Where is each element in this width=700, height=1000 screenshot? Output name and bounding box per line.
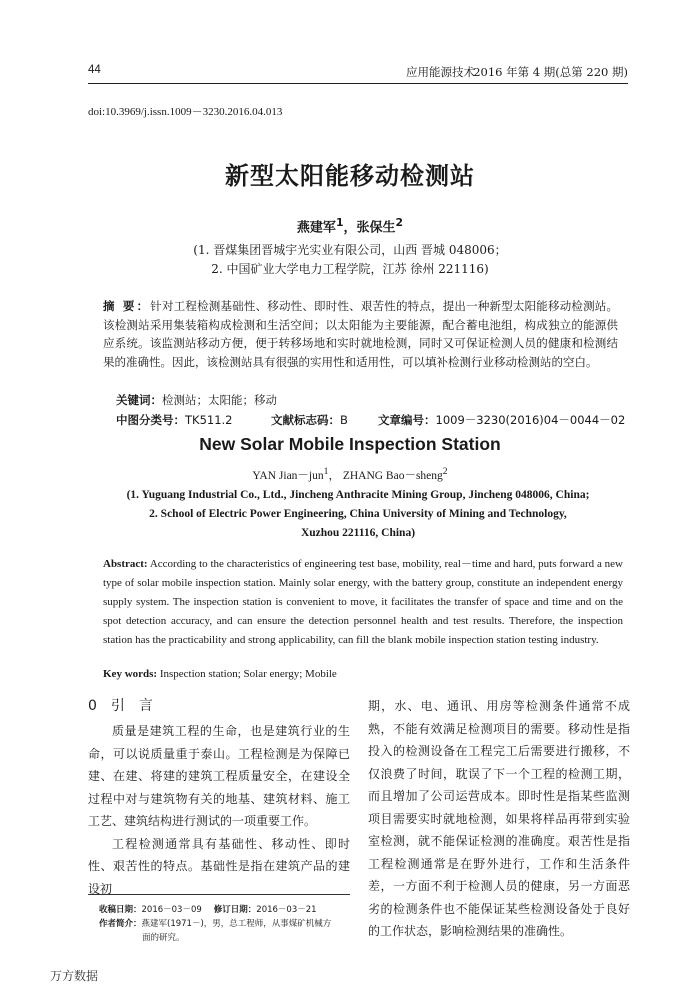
- clc-label: 中图分类号：: [116, 413, 185, 427]
- section-heading: [88, 695, 167, 715]
- page-number: 44: [88, 64, 101, 76]
- abstract-en-label: Abstract:: [103, 558, 148, 570]
- affiliation-cn-1: (1. 晋煤集团晋城宇光实业有限公司，山西 晋城 048006；: [193, 243, 507, 257]
- abstract-chinese: [103, 297, 618, 371]
- affiliation-cn-2: 2. 中国矿业大学电力工程学院，江苏 徐州 221116): [211, 262, 489, 276]
- bio-label: 作者简介：: [99, 919, 142, 929]
- article-no-value: 1009－3230(2016)04－0044－02: [435, 413, 626, 427]
- affiliation-en-3: Xuzhou 221116, China): [300, 527, 416, 539]
- paragraph: 期，水、电、通讯、用房等检测条件通常不成熟，不能有效满足检测项目的需要。移动性是指投入的检测设备在工程完工后需要进行搬移，不仅浪费了时间，耽误了下一个工程的检测工期，而且增加了公司运营成本。即时性是指某些监测项目需要实时就地检测，如果将样品再带到实验室检测，就不能保证检测的准确度。艰苦性是指工程检测通常是在野外进行，工作和生活条件差，一方面不利于检测人员的健康，另一方面恶劣的检测条件也不能保证某些检测设备处于良好的工作状态，影响检测结果的准确性。: [368, 699, 630, 938]
- title-english: New Solar Mobile Inspection Station: [199, 434, 501, 454]
- keywords-en-text: Inspection station; Solar energy; Mobile: [159, 668, 337, 680]
- author-en-2: ZHANG Bao－sheng: [342, 469, 443, 482]
- body-column-right: [368, 695, 630, 943]
- article-no-label: 文章编号：: [378, 413, 436, 427]
- footnote-rule: [88, 894, 350, 895]
- affiliations-chinese: [0, 241, 700, 279]
- clc-value: TK511.2: [185, 413, 233, 427]
- author-2-sup: 2: [395, 216, 404, 229]
- author-en-2-sup: 2: [442, 466, 448, 477]
- journal-name: 应用能源技术: [406, 65, 475, 79]
- body-column-left: [88, 720, 350, 900]
- keywords-chinese: [116, 392, 277, 408]
- doc-code-label: 文献标志码：: [271, 413, 340, 427]
- abstract-en-text: According to the characteristics of engineering test base, mobility, real－time and hard, puts forward a new type of solar mobile inspection station. Mainly solar energy, with the battery group, constitute an independent energy supply system. The inspection station is convenient to move, it facilitates the transfer of space and time and on the spot detection accuracy, and can ensure the detection personnel health and test results. Therefore, the inspection station has the practicability and strong applicability, can fill the blank mobile inspection station testing industry.: [103, 558, 623, 646]
- author-en-sep: ，: [328, 469, 343, 482]
- keywords-cn-label: 关键词：: [116, 393, 162, 407]
- author-1: 燕建军: [296, 220, 336, 236]
- keywords-cn-text: 检测站；太阳能；移动: [162, 393, 277, 407]
- author-2: 张保生: [356, 220, 396, 236]
- doc-code-value: B: [340, 413, 348, 427]
- watermark: 万方数据: [50, 969, 99, 983]
- received-label: 收稿日期：: [99, 905, 142, 915]
- abstract-english: [103, 555, 623, 650]
- title-chinese: 新型太阳能移动检测站: [225, 162, 475, 190]
- author-en-1-sup: 1: [323, 466, 329, 477]
- header-rule: [88, 83, 628, 84]
- running-header: [88, 64, 628, 80]
- keywords-english: [103, 668, 337, 680]
- authors-chinese: [0, 216, 700, 235]
- issue-info: 2016 年第 4 期(总第 220 期): [473, 65, 628, 79]
- abstract-cn-text: 针对工程检测基础性、移动性、即时性、艰苦性的特点，提出一种新型太阳能移动检测站。该检测站采用集装箱构成检测和生活空间；以太阳能为主要能源，配合蓄电池组，构成独立的能源供应系统。该监测站移动方便，便于转移场地和实时就地检测，同时又可保证检测人员的健康和检测结果的准确性。因此，该检测站具有很强的实用性和适用性，可以填补检测行业移动检测站的空白。: [103, 299, 618, 369]
- received-date: 2016－03－09: [141, 905, 202, 915]
- authors-english: [0, 466, 700, 483]
- paragraph: 工程检测通常具有基础性、移动性、即时性、艰苦性的特点。基础性是指在建筑产品的建设初: [88, 836, 350, 896]
- revised-label: 修订日期：: [213, 905, 257, 915]
- keywords-en-label: Key words:: [103, 668, 158, 680]
- section-number: 0: [88, 698, 97, 714]
- author-sep: ，: [343, 220, 357, 236]
- affiliation-en-1: (1. Yuguang Industrial Co., Ltd., Jincheng Anthracite Mining Group, Jincheng 048006, China;: [126, 489, 590, 501]
- paragraph: 质量是建筑工程的生命，也是建筑行业的生命，可以说质量重于泰山。工程检测是为保障已建、在建、将建的建筑工程质量安全，在建设全过程中对与建筑物有关的地基、建筑材料、施工工艺、建筑结构进行测试的一项重要工作。: [88, 724, 350, 828]
- author-en-1: YAN Jian－jun: [252, 469, 324, 482]
- section-title: 引言: [110, 698, 167, 714]
- author-1-sup: 1: [335, 216, 344, 229]
- revised-date: 2016－03－21: [256, 905, 317, 915]
- footnote: [99, 903, 354, 945]
- doi: doi:10.3969/j.issn.1009－3230.2016.04.013: [88, 106, 283, 118]
- abstract-cn-label: 摘 要：: [103, 299, 151, 313]
- bio-text-cont: 面的研究。: [142, 933, 185, 943]
- affiliation-en-2: 2. School of Electric Power Engineering, China University of Mining and Technology,: [149, 508, 567, 520]
- bio-text: 燕建军(1971－)，男，总工程师，从事煤矿机械方: [141, 919, 332, 929]
- affiliations-english: [88, 486, 628, 543]
